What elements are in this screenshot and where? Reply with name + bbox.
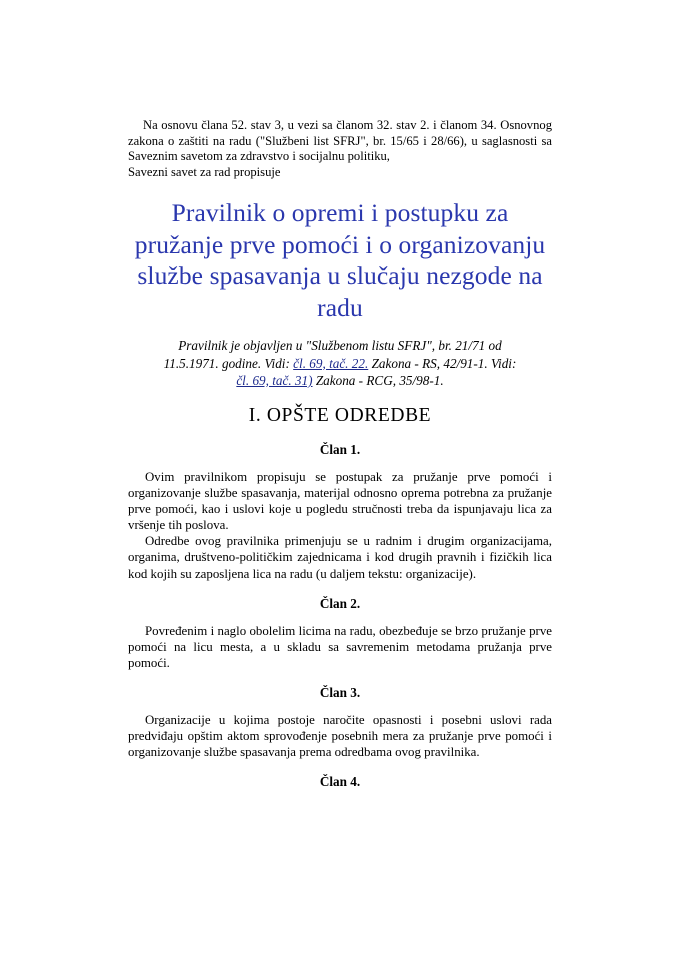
preamble-line-1: Na osnovu člana 52. stav 3, u vezi sa članom 32. stav 2. i članom 34. Osnovnog zakona o zaštiti na radu ("Službeni list SFRJ", br. 15/65 i 28/66), u saglasnosti sa Saveznim savetom za zdravstvo i socijalnu politiku,	[128, 118, 552, 164]
article-body-2	[128, 623, 552, 671]
paragraph: Organizacije u kojima postoje naročite opasnosti i posebni uslovi rada predviđaju opštim aktom sprovođenje posebnih mera za pružanje prve pomoći i organizovanje službe spasavanja prema odredbama ovog pravilnika.	[128, 712, 552, 760]
article-heading-3: Član 3.	[319, 684, 361, 700]
article-body-1	[128, 469, 552, 582]
publication-note-part-2: Zakona - RS, 42/91-1. Vidi:	[368, 355, 517, 371]
publication-note	[162, 337, 518, 389]
publication-note-part-1: Pravilnik je objavljen u "Službenom listu SFRJ", br. 21/71 od 11.5.1971. godine. Vidi:	[163, 338, 502, 371]
paragraph: Povređenim i naglo obolelim licima na radu, obezbeđuje se brzo pružanje prve pomoći na licu mesta, a u skladu sa savremenim metodama pružanja prve pomoći.	[128, 623, 552, 670]
paragraph: Odredbe ovog pravilnika primenjuju se u radnim i drugim organizacijama, organima, društveno-političkim zajednicama i kod drugih pravnih i fizičkih lica kod kojih su zaposljena lica na radu (u daljem tekstu: organizacije).	[128, 534, 552, 581]
link-zakon-rs[interactable]: čl. 69, tač. 22.	[293, 355, 369, 371]
article-heading-4: Član 4.	[319, 774, 361, 790]
article-heading-1: Član 1.	[319, 441, 361, 457]
paragraph: Ovim pravilnikom propisuju se postupak za pružanje prve pomoći i organizovanje službe spasavanja, materijal odnosno oprema potrebna za pružanje prve pomoći, kao i uslovi koje u pogledu stručnosti treba da ispunjavaju lica za vršenje tih poslova.	[128, 469, 552, 533]
section-heading-opste-odredbe: I. OPŠTE ODREDBE	[248, 404, 432, 426]
preamble-line-2: Savezni savet za rad propisuje	[128, 164, 281, 179]
link-zakon-rcg[interactable]: čl. 69, tač. 31)	[236, 372, 313, 388]
document-title: Pravilnik o opremi i postupku za pružanje prve pomoći i o organizovanju službe spasavanja u slučaju nezgode na radu	[134, 198, 546, 322]
article-body-3	[128, 712, 552, 760]
publication-note-part-3: Zakona - RCG, 35/98-1.	[312, 372, 444, 388]
article-heading-2: Član 2.	[319, 595, 361, 611]
preamble-block	[128, 118, 552, 180]
